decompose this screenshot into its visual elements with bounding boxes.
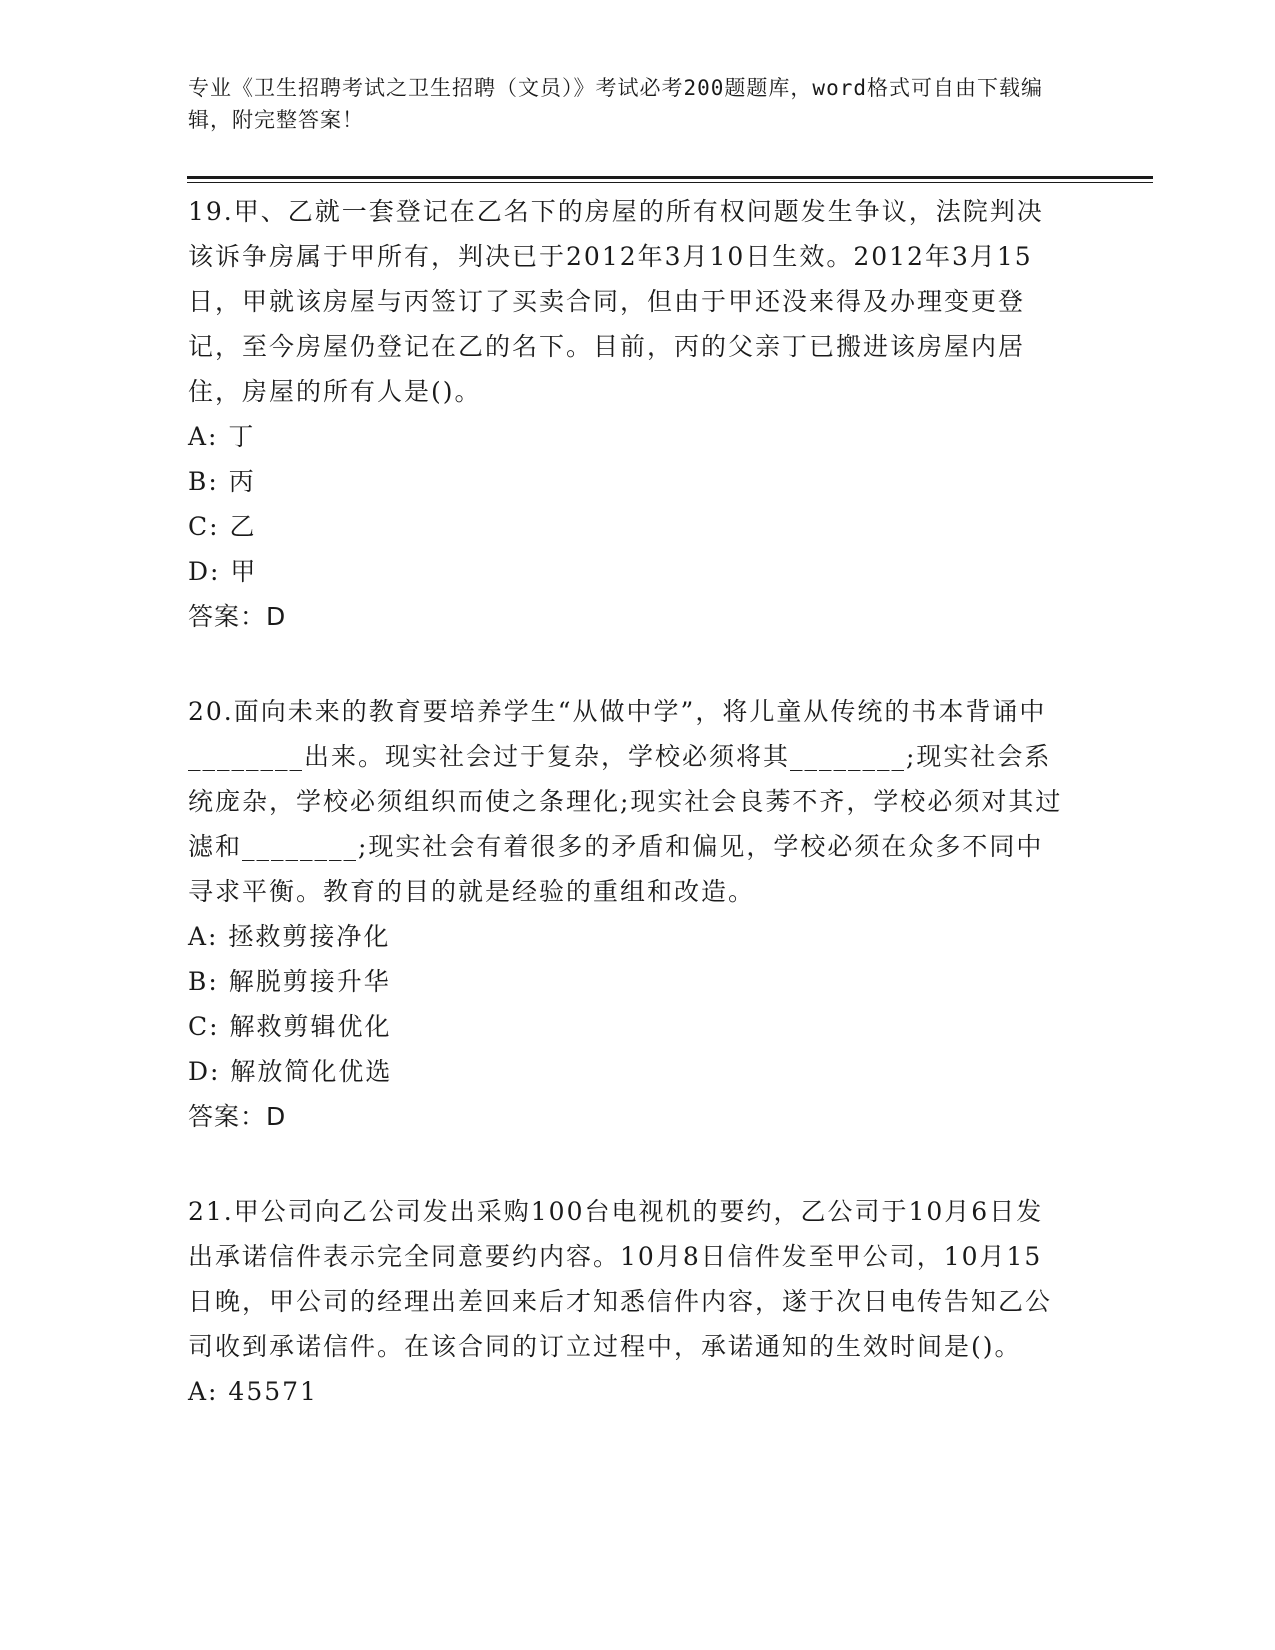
option-a: A: 拯救剪接净化 [188,922,391,951]
question-stem: 21.甲公司向乙公司发出采购100台电视机的要约，乙公司于10月6日发出承诺信件表示完全同意要约内容。10月8日信件发至甲公司，10月15日晚，甲公司的经理出差回来后才知悉信件内容，遂于次日电传告知乙公司收到承诺信件。在该合同的订立过程中，承诺通知的生效时间是()。 [188,1197,1053,1361]
option-a: A: 45571 [188,1377,318,1406]
option-b: B: 解脱剪接升华 [188,967,391,996]
question-21 [188,1189,1068,1414]
option-d: D: 解放简化优选 [188,1057,393,1086]
question-19 [188,189,1068,640]
answer-line: 答案：D [188,1102,287,1131]
option-d: D: 甲 [188,557,258,586]
option-b: B: 丙 [188,467,256,496]
option-a: A: 丁 [188,422,256,451]
option-c: C: 解救剪辑优化 [188,1012,392,1041]
header-divider-thin [187,182,1153,183]
question-20 [188,689,1068,1140]
question-stem: 20.面向未来的教育要培养学生“从做中学”，将儿童从传统的书本背诵中________出来。现实社会过于复杂，学校必须将其________;现实社会系统庞杂，学校必须组织而使之条理化;现实社会良莠不齐，学校必须对其过滤和________;现实社会有着很多的矛盾和偏见，学校必须在众多不同中寻求平衡。教育的目的就是经验的重组和改造。 [188,697,1063,906]
option-c: C: 乙 [188,512,257,541]
document-header: 专业《卫生招聘考试之卫生招聘（文员）》考试必考200题题库，word格式可自由下载编辑，附完整答案！ [188,76,1043,132]
question-stem: 19.甲、乙就一套登记在乙名下的房屋的所有权问题发生争议，法院判决该诉争房属于甲所有，判决已于2012年3月10日生效。2012年3月15日，甲就该房屋与丙签订了买卖合同，但由于甲还没来得及办理变更登记，至今房屋仍登记在乙的名下。目前，丙的父亲丁已搬进该房屋内居住，房屋的所有人是()。 [188,197,1044,406]
answer-line: 答案：D [188,602,287,631]
header-divider-thick [187,176,1153,179]
